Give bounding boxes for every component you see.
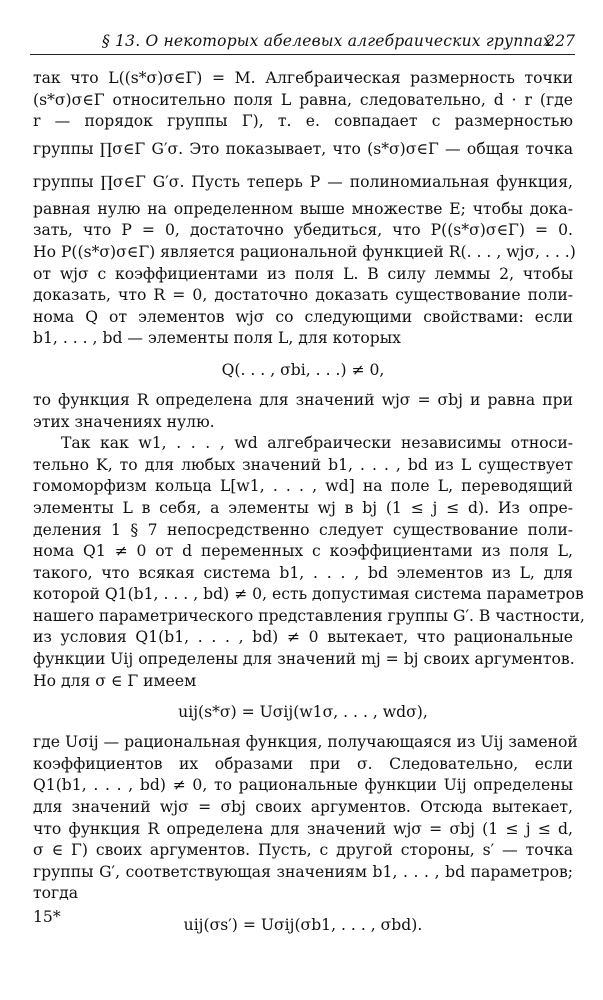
text-line: группы ∏σ∈Γ G′σ. Пусть теперь P — полиномиальная функция,: [33, 172, 573, 191]
text-line: тогда: [33, 884, 79, 903]
text-line: гомоморфизм кольца L[w1, . . . , wd] на поле L, переводящий: [33, 477, 573, 496]
display-formula-1: Q(. . . , σbi, . . .) ≠ 0,: [221, 360, 385, 379]
text-line: то функция R определена для значений wjσ = σbj и равна при: [33, 390, 573, 409]
paragraph-block-2: [33, 390, 585, 692]
text-line: коэффициентов их образами при σ. Следовательно, если: [33, 754, 573, 773]
body-text: [33, 68, 585, 945]
paragraph-block-1: [33, 68, 576, 350]
text-line: нома Q от элементов wjσ со следующими свойствами: если: [33, 307, 573, 326]
text-line: этих значениях нулю.: [33, 412, 215, 431]
text-line: нашего параметрического представления группы G′. В частности,: [33, 606, 585, 625]
text-line: зать, что P = 0, достаточно убедиться, что P((s*σ)σ∈Γ) = 0.: [33, 221, 573, 240]
text-line: такого, что всякая система b1, . . . , bd элементов из L, для: [33, 563, 573, 582]
text-line: тельно K, то для любых значений b1, . . . , bd из L существует: [33, 455, 573, 474]
text-line: для значений wjσ = σbj своих аргументов. Отсюда вытекает,: [33, 798, 573, 817]
paragraph-block-3: [33, 732, 578, 905]
text-line: равная нулю на определенном выше множестве E; чтобы дока-: [33, 199, 573, 218]
header-title: § 13. О некоторых абелевых алгебраических группах: [102, 32, 552, 50]
display-formula-3: uij(σs′) = Uσij(σb1, . . . , σbd).: [183, 916, 423, 934]
text-line: b1, . . . , bd — элементы поля L, для которых: [33, 329, 401, 348]
text-line: которой Q1(b1, . . . , bd) ≠ 0, есть допустимая система параметров: [33, 585, 584, 604]
text-line: Так как w1, . . . , wd алгебраически независимы относи-: [61, 434, 573, 453]
text-line: деления 1 § 7 непосредственно следует существование поли-: [33, 520, 573, 539]
text-line: группы ∏σ∈Γ G′σ. Это показывает, что (s*σ)σ∈Γ — общая точка: [33, 139, 573, 158]
text-line: элементы L в себя, а элементы wj в bj (1 ≤ j ≤ d). Из опре-: [33, 498, 573, 517]
page-number: 227: [545, 32, 575, 50]
signature-mark: 15*: [33, 908, 61, 926]
text-line: Q1(b1, . . . , bd) ≠ 0, то рациональные функции Uij определены: [33, 776, 573, 795]
text-line: из условия Q1(b1, . . . , bd) ≠ 0 вытекает, что рациональные: [33, 628, 573, 647]
text-line: что функция R определена для значений wjσ = σbj (1 ≤ j ≤ d,: [33, 819, 573, 838]
text-line: σ ∈ Γ) своих аргументов. Пусть, с другой стороны, s′ — точка: [33, 841, 573, 860]
text-line: (s*σ)σ∈Γ относительно поля L равна, следовательно, d · r (где: [33, 90, 573, 109]
text-line: r — порядок группы Γ), т. е. совпадает с размерностью: [33, 112, 573, 131]
display-formula-2: uij(s*σ) = Uσij(w1σ, . . . , wdσ),: [178, 703, 428, 722]
text-line: где Uσij — рациональная функция, получающаяся из Uij заменой: [33, 733, 578, 752]
text-line: функции Uij определены для значений mj = bj своих аргументов.: [33, 650, 575, 669]
text-line: от wjσ с коэффициентами из поля L. В силу леммы 2, чтобы: [33, 264, 573, 283]
running-header: [30, 30, 575, 55]
text-line: Но для σ ∈ Γ имеем: [33, 671, 197, 690]
text-line: нома Q1 ≠ 0 от d переменных с коэффициентами из поля L,: [33, 542, 573, 561]
text-line: группы G′, соответствующая значениям b1, . . . , bd параметров;: [33, 862, 573, 881]
text-line: доказать, что R = 0, достаточно доказать существование поли-: [33, 286, 573, 305]
text-line: так что L((s*σ)σ∈Γ) = M. Алгебраическая размерность точки: [33, 69, 573, 87]
text-line: Но P((s*σ)σ∈Γ) является рациональной функцией R(. . . , wjσ, . . .): [33, 242, 576, 261]
